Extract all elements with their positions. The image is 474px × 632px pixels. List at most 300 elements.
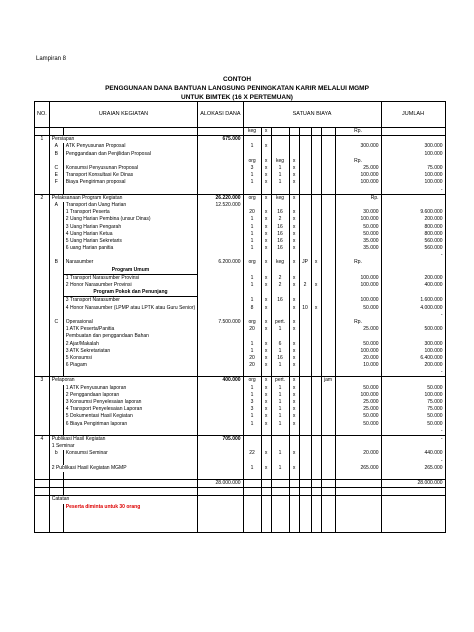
table-row <box>35 194 446 202</box>
cell-s2 <box>261 488 271 496</box>
cell-jml: 100.000 <box>381 348 445 355</box>
cell-s4: x <box>289 259 299 266</box>
cell-a <box>49 348 63 355</box>
cell-s4: x <box>289 216 299 223</box>
cell-s3 <box>271 480 289 488</box>
cell-no <box>35 511 50 518</box>
cell-s7 <box>321 165 335 172</box>
cell-a <box>49 511 63 518</box>
cell-a <box>49 392 63 399</box>
cell-b: 2 Penggandaan laporan <box>63 392 197 399</box>
cell-a <box>49 305 63 312</box>
cell-s6 <box>311 136 321 144</box>
cell-s5 <box>299 450 311 457</box>
cell-s6 <box>311 355 321 362</box>
cell-no <box>35 362 50 369</box>
cell-s1 <box>243 428 261 436</box>
cell-alok <box>198 297 243 305</box>
cell-no: 4 <box>35 435 50 443</box>
cell-b <box>63 369 197 377</box>
cell-s2 <box>261 435 271 443</box>
cell-s6 <box>311 480 321 488</box>
cell-b: 1 ATK Penyusunan laporan <box>63 385 197 392</box>
cell-s3: 1 <box>271 385 289 392</box>
cell-s1: org <box>243 194 261 202</box>
table-row <box>35 259 446 266</box>
cell-s2 <box>261 518 271 525</box>
cell-jml: 100.000 <box>381 392 445 399</box>
cell-s3 <box>271 305 289 312</box>
cell-a <box>49 413 63 420</box>
table-header <box>35 102 446 128</box>
cell-s6 <box>311 399 321 406</box>
cell-s4: x <box>289 355 299 362</box>
cell-s2: x <box>261 399 271 406</box>
cell-jml: 800.000 <box>381 223 445 230</box>
cell-s1 <box>243 252 261 259</box>
cell-s6 <box>311 274 321 282</box>
cell-s2: x <box>261 179 271 186</box>
cell-a: C <box>49 319 63 326</box>
cell-no <box>35 428 50 436</box>
cell-s1 <box>243 443 261 450</box>
table-row <box>35 319 446 326</box>
cell-s7 <box>321 231 335 238</box>
cell-s2: x <box>261 274 271 282</box>
cell-no <box>35 340 50 347</box>
table-row <box>35 274 446 282</box>
cell-alok <box>198 511 243 518</box>
cell-s6 <box>311 369 321 377</box>
cell-jml <box>381 518 445 525</box>
cell-s2: x <box>261 305 271 312</box>
cell-s3 <box>271 488 289 496</box>
cell-s2: x <box>261 128 271 136</box>
cell-b: 5 Uang Harian Sekretaris <box>63 238 197 245</box>
cell-s2 <box>261 457 271 464</box>
cell-alok <box>198 179 243 186</box>
cell-jml: 28.000.000 <box>381 480 445 488</box>
cell-rp: 25.000 <box>335 165 381 172</box>
cell-s3: 1 <box>271 165 289 172</box>
cell-no <box>35 282 50 289</box>
cell-s5 <box>299 518 311 525</box>
cell-jml: 400.000 <box>381 282 445 289</box>
cell-s6 <box>311 333 321 340</box>
cell-a: B <box>49 151 63 158</box>
cell-alok <box>198 488 243 496</box>
cell-jml <box>381 488 445 496</box>
cell-s6 <box>311 443 321 450</box>
table-row <box>35 326 446 333</box>
table-row <box>35 504 446 511</box>
cell-s6 <box>311 231 321 238</box>
cell-s1: 1 <box>243 465 261 472</box>
cell-s1: 1 <box>243 172 261 179</box>
cell-s2 <box>261 333 271 340</box>
cell-a <box>49 518 63 525</box>
cell-s4 <box>289 480 299 488</box>
cell-jml: 300.000 <box>381 143 445 150</box>
cell-s7 <box>321 259 335 266</box>
cell-rp <box>335 435 381 443</box>
cell-s6 <box>311 511 321 518</box>
cell-b: 2 Ajar/Makalah <box>63 340 197 347</box>
cell-s2 <box>261 443 271 450</box>
table-row <box>35 435 446 443</box>
cell-s7 <box>321 518 335 525</box>
cell-s5 <box>299 392 311 399</box>
cell-a <box>49 399 63 406</box>
cell-b: 5 Konsumsi <box>63 355 197 362</box>
cell-rp: 300.000 <box>335 143 381 150</box>
cell-alok <box>198 340 243 347</box>
cell-s1: 1 <box>243 297 261 305</box>
cell-a: F <box>49 179 63 186</box>
cell-rp: 10.000 <box>335 362 381 369</box>
cell-rp: 25.000 <box>335 406 381 413</box>
cell-a <box>49 457 63 464</box>
table-row <box>35 312 446 319</box>
table-row <box>35 443 446 450</box>
cell-s4: x <box>289 245 299 252</box>
cell-s5 <box>299 399 311 406</box>
cell-s5 <box>299 472 311 480</box>
cell-jml: 75.000 <box>381 399 445 406</box>
cell-s5 <box>299 496 311 504</box>
table-row <box>35 377 446 385</box>
cell-jml <box>381 136 445 144</box>
cell-b: 1 Transport Peserta <box>63 209 197 216</box>
cell-s1: 3 <box>243 399 261 406</box>
cell-b: 3 Uang Harian Pengarah <box>63 223 197 230</box>
cell-no <box>35 312 50 319</box>
cell-s5 <box>299 385 311 392</box>
cell-s4: x <box>289 179 299 186</box>
table-row <box>35 245 446 252</box>
cell-s5 <box>299 274 311 282</box>
cell-s6 <box>311 187 321 195</box>
table-row <box>35 238 446 245</box>
cell-s2 <box>261 289 271 297</box>
cell-s1: 1 <box>243 421 261 428</box>
cell-s1 <box>243 151 261 158</box>
cell-s6 <box>311 488 321 496</box>
cell-jml <box>381 194 445 202</box>
cell-s5 <box>299 355 311 362</box>
cell-rp: 50.000 <box>335 231 381 238</box>
cell-rp: 50.000 <box>335 223 381 230</box>
cell-alok <box>198 143 243 150</box>
cell-s3: 2 <box>271 282 289 289</box>
cell-b: 3 Transport Narasumber <box>63 297 197 305</box>
cell-s2 <box>261 136 271 144</box>
cell-s7 <box>321 348 335 355</box>
cell-s1: 1 <box>243 348 261 355</box>
cell-s3 <box>271 511 289 518</box>
cell-b: Program Pokok dan Penunjang <box>63 289 197 297</box>
cell-s5: JP <box>299 259 311 266</box>
cell-s2: x <box>261 245 271 252</box>
cell-s6 <box>311 252 321 259</box>
cell-s4 <box>289 136 299 144</box>
cell-s7 <box>321 245 335 252</box>
cell-s1: 3 <box>243 165 261 172</box>
cell-s4: x <box>289 406 299 413</box>
cell-s5 <box>299 209 311 216</box>
cell-b: 4 Honor Narasumber (LPMP atau LPTK atau Guru Senior) <box>63 305 197 312</box>
col-alokasi: ALOKASI DANA <box>198 102 243 128</box>
cell-rp: 100.000 <box>335 172 381 179</box>
doc-title: CONTOH <box>222 76 252 83</box>
cell-s3: 16 <box>271 355 289 362</box>
cell-s1 <box>243 187 261 195</box>
cell-s7 <box>321 305 335 312</box>
cell-s6 <box>311 525 321 533</box>
cell-s4: x <box>289 319 299 326</box>
cell-s4: x <box>289 399 299 406</box>
cell-s4: x <box>289 392 299 399</box>
cell-s3 <box>271 151 289 158</box>
cell-s1 <box>243 488 261 496</box>
cell-a <box>49 525 63 533</box>
cell-no <box>35 525 50 533</box>
cell-s5 <box>299 406 311 413</box>
cell-rp: Rp. <box>335 319 381 326</box>
cell-s2: x <box>261 194 271 202</box>
cell-a <box>49 128 63 136</box>
cell-jml <box>381 496 445 504</box>
cell-jml: 50.000 <box>381 385 445 392</box>
table-row <box>35 340 446 347</box>
cell-no <box>35 259 50 266</box>
cell-s1: 1 <box>243 413 261 420</box>
cell-s7 <box>321 428 335 436</box>
cell-s3 <box>271 518 289 525</box>
cell-s1: 1 <box>243 274 261 282</box>
cell-alok <box>198 421 243 428</box>
cell-rp: 100.000 <box>335 297 381 305</box>
table-row <box>35 355 446 362</box>
cell-alok <box>198 326 243 333</box>
cell-jml: - <box>381 369 445 377</box>
col-jumlah: JUMLAH <box>381 102 445 128</box>
cell-rp: 25.000 <box>335 399 381 406</box>
cell-s2 <box>261 369 271 377</box>
cell-a: Persiapan <box>49 136 197 144</box>
col-uraian: URAIAN KEGIATAN <box>49 102 197 128</box>
cell-a <box>49 472 63 480</box>
cell-s7 <box>321 413 335 420</box>
cell-b: Penggandaan dan Penjilidan Proposal <box>63 151 197 158</box>
cell-s2: x <box>261 362 271 369</box>
cell-s2: x <box>261 158 271 165</box>
cell-s5 <box>299 194 311 202</box>
cell-rp: Rp. <box>335 259 381 266</box>
cell-s6 <box>311 457 321 464</box>
table-row <box>35 496 446 504</box>
cell-b: Biaya Pengiriman proposal <box>63 179 197 186</box>
cell-jml: 50.000 <box>381 421 445 428</box>
cell-b <box>63 525 197 533</box>
table-row <box>35 165 446 172</box>
cell-a <box>49 223 63 230</box>
cell-jml: 50.000 <box>381 413 445 420</box>
cell-alok <box>198 413 243 420</box>
cell-s4: x <box>289 158 299 165</box>
cell-s4 <box>289 457 299 464</box>
cell-s1: org <box>243 158 261 165</box>
cell-no <box>35 289 50 297</box>
cell-s4: x <box>289 421 299 428</box>
table-row <box>35 457 446 464</box>
cell-a <box>49 289 63 297</box>
cell-s4 <box>289 443 299 450</box>
cell-b <box>63 511 197 518</box>
cell-jml: - <box>381 428 445 436</box>
cell-s4: x <box>289 450 299 457</box>
cell-s2 <box>261 511 271 518</box>
cell-jml <box>381 333 445 340</box>
cell-s1 <box>243 369 261 377</box>
cell-s4: x <box>289 362 299 369</box>
cell-s3: 1 <box>271 421 289 428</box>
cell-s2 <box>261 202 271 209</box>
cell-b: 3 Konsumsi Penyelesaian laporan <box>63 399 197 406</box>
cell-rp: 35.000 <box>335 238 381 245</box>
cell-jml <box>381 472 445 480</box>
cell-s7 <box>321 223 335 230</box>
cell-b: Pembuatan dan penggandaan Bahan <box>63 333 197 340</box>
cell-s4 <box>289 504 299 511</box>
cell-s4 <box>289 151 299 158</box>
cell-a <box>49 480 63 488</box>
cell-s6 <box>311 158 321 165</box>
cell-s3: 1 <box>271 392 289 399</box>
cell-s3 <box>271 435 289 443</box>
cell-s7 <box>321 274 335 282</box>
cell-b: Transport Konsultasi Ke Dinas <box>63 172 197 179</box>
cell-s7 <box>321 333 335 340</box>
table-row <box>35 399 446 406</box>
cell-a: 2 Publikasi Hasil Kegiatan MGMP <box>49 465 197 472</box>
cell-a <box>49 216 63 223</box>
cell-s7 <box>321 472 335 480</box>
cell-rp: 35.000 <box>335 245 381 252</box>
cell-alok <box>198 238 243 245</box>
cell-s2: x <box>261 355 271 362</box>
cell-no <box>35 143 50 150</box>
cell-a <box>49 504 63 511</box>
cell-alok <box>198 245 243 252</box>
cell-jml: 200.000 <box>381 362 445 369</box>
cell-s1: 1 <box>243 143 261 150</box>
cell-s2: x <box>261 319 271 326</box>
cell-no <box>35 465 50 472</box>
table-row <box>35 282 446 289</box>
cell-s3: 1 <box>271 348 289 355</box>
cell-s7 <box>321 216 335 223</box>
cell-b: ATK Penyusunan Proposal <box>63 143 197 150</box>
cell-s6 <box>311 312 321 319</box>
cell-s5 <box>299 231 311 238</box>
cell-a <box>49 385 63 392</box>
cell-s3 <box>271 187 289 195</box>
cell-s7 <box>321 128 335 136</box>
cell-a <box>49 333 63 340</box>
cell-s3: 1 <box>271 362 289 369</box>
cell-alok: 28.000.000 <box>198 480 243 488</box>
cell-s4: x <box>289 413 299 420</box>
cell-a <box>49 406 63 413</box>
cell-s7 <box>321 525 335 533</box>
cell-rp <box>335 252 381 259</box>
cell-no <box>35 128 50 136</box>
cell-s4 <box>289 267 299 275</box>
cell-s2: x <box>261 385 271 392</box>
cell-jml: 300.000 <box>381 340 445 347</box>
cell-s1: 1 <box>243 282 261 289</box>
cell-s2 <box>261 151 271 158</box>
cell-a <box>49 245 63 252</box>
cell-alok <box>198 399 243 406</box>
cell-alok <box>198 231 243 238</box>
cell-s2: x <box>261 143 271 150</box>
cell-no <box>35 355 50 362</box>
cell-a <box>49 362 63 369</box>
cell-a <box>49 209 63 216</box>
cell-s5 <box>299 504 311 511</box>
table-row <box>35 209 446 216</box>
cell-s4 <box>289 488 299 496</box>
cell-b: Program Umum <box>63 267 197 275</box>
cell-jml: 100.000 <box>381 151 445 158</box>
cell-s5 <box>299 421 311 428</box>
cell-s2: x <box>261 421 271 428</box>
cell-s4 <box>289 128 299 136</box>
cell-s7 <box>321 435 335 443</box>
cell-s5 <box>299 465 311 472</box>
table-row <box>35 421 446 428</box>
table-row <box>35 369 446 377</box>
cell-no <box>35 504 50 511</box>
cell-s7 <box>321 282 335 289</box>
table-row <box>35 480 446 488</box>
cell-s5 <box>299 128 311 136</box>
cell-s3 <box>271 457 289 464</box>
cell-b <box>63 187 197 195</box>
cell-s1: org <box>243 259 261 266</box>
cell-no <box>35 267 50 275</box>
cell-s1: 8 <box>243 305 261 312</box>
cell-no <box>35 202 50 209</box>
cell-no <box>35 305 50 312</box>
cell-a <box>49 158 63 165</box>
cell-s3: 6 <box>271 340 289 347</box>
cell-no <box>35 187 50 195</box>
cell-no <box>35 151 50 158</box>
cell-s2: x <box>261 326 271 333</box>
cell-s1: 3 <box>243 406 261 413</box>
cell-s1: 1 <box>243 231 261 238</box>
cell-no <box>35 326 50 333</box>
cell-s3 <box>271 443 289 450</box>
cell-b: 5 Dokumentasi Hasil Kegiatan <box>63 413 197 420</box>
cell-alok <box>198 504 243 511</box>
cell-no <box>35 399 50 406</box>
cell-s1: 1 <box>243 392 261 399</box>
cell-a: Pelaporan <box>49 377 197 385</box>
